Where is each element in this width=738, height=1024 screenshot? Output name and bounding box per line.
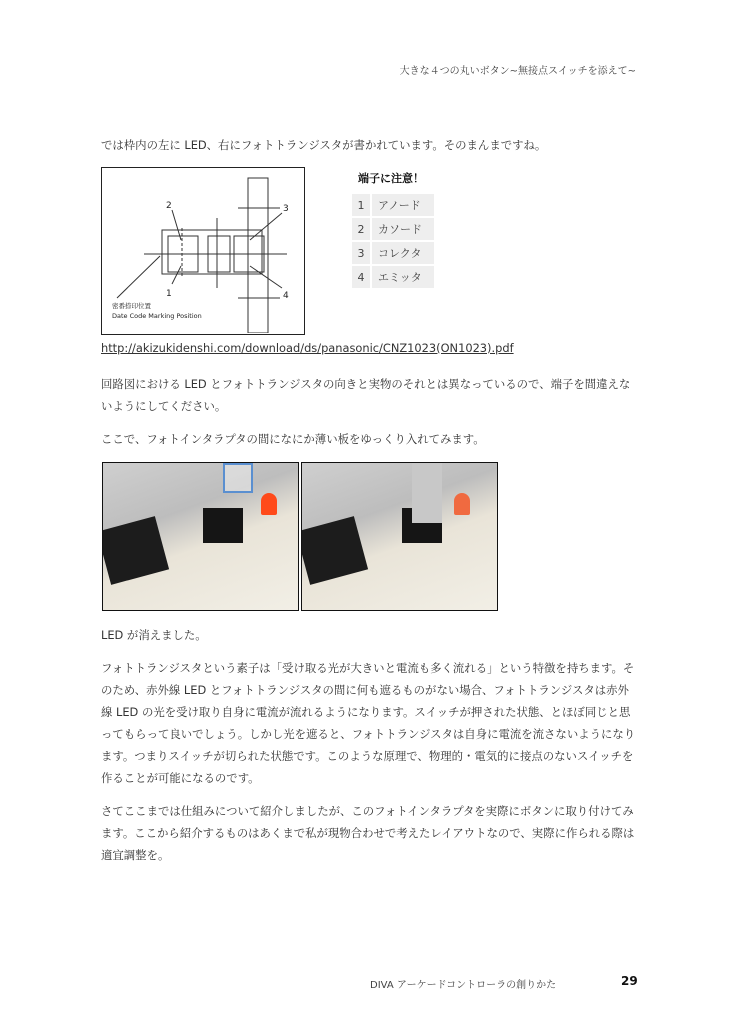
pin-note-title: 端子に注意！ (358, 172, 424, 185)
datasheet-link[interactable]: http://akizukidenshi.com/download/ds/panasonic/CNZ1023(ON1023).pdf (101, 341, 514, 355)
pin-number: 2 (352, 218, 370, 240)
paragraph: では枠内の左に LED、右にフォトトランジスタが書かれています。そのまんまですね。 (101, 138, 547, 152)
table-row (352, 266, 434, 288)
table-row (352, 218, 434, 240)
pin-table (350, 192, 436, 290)
pin-number: 1 (352, 194, 370, 216)
paragraph: フォトトランジスタという素子は「受け取る光が大きいと電流も多く流れる」という特徴を持ちます。そのため、赤外線 LED とフォトトランジスタの間に何も遮るものがない場合、フォトトランジスタは赤外線 LED の光を受け取り自身に電流が流れるようになります。スイッチが押された状態、とほぼ同じと思ってもらって良いでしょう。しかし光を遮ると、フォトトランジスタは自身に電流を流さないようになります。つまりスイッチが切られた状態です。このような原理で、物理的・電気的に接点のないスイッチを作ることが可能になるのです。 (101, 661, 636, 785)
pin-name: コレクタ (372, 242, 434, 264)
pin-label-1: 1 (166, 289, 172, 299)
footer-title: DIVA アーケードコントローラの創りかた (370, 980, 557, 991)
page-number: 29 (621, 974, 638, 988)
paragraph: LED が消えました。 (101, 628, 207, 642)
photo-before (102, 462, 299, 611)
photo-after (301, 462, 498, 611)
diagram-drawing (102, 168, 303, 333)
paragraph: さてここまでは仕組みについて紹介しましたが、このフォトインタラプタを実際にボタンに取り付けてみます。ここから紹介するものはあくまで私が現物合わせで考えたレイアウトなので、実際に作られる際は適宜調整を。 (101, 804, 635, 862)
pin-label-2: 2 (166, 201, 172, 211)
caption-en: Date Code Marking Position (112, 312, 202, 320)
paragraph: 回路図における LED とフォトトランジスタの向きと実物のそれとは異なっているので、端子を間違えないようにしてください。 (101, 377, 631, 413)
paragraph: ここで、フォトインタラプタの間になにか薄い板をゆっくり入れてみます。 (101, 432, 485, 446)
caption-jp: 密番捺印位置 (112, 302, 151, 310)
pin-number: 4 (352, 266, 370, 288)
pin-number: 3 (352, 242, 370, 264)
pin-name: アノード (372, 194, 434, 216)
pin-name: カソード (372, 218, 434, 240)
table-row (352, 194, 434, 216)
table-row (352, 242, 434, 264)
running-header: 大きな４つの丸いボタン~無接点スイッチを添えて~ (399, 66, 636, 77)
pin-label-4: 4 (283, 291, 289, 301)
pinout-diagram (101, 167, 305, 335)
pin-name: エミッタ (372, 266, 434, 288)
pin-label-3: 3 (283, 204, 289, 214)
